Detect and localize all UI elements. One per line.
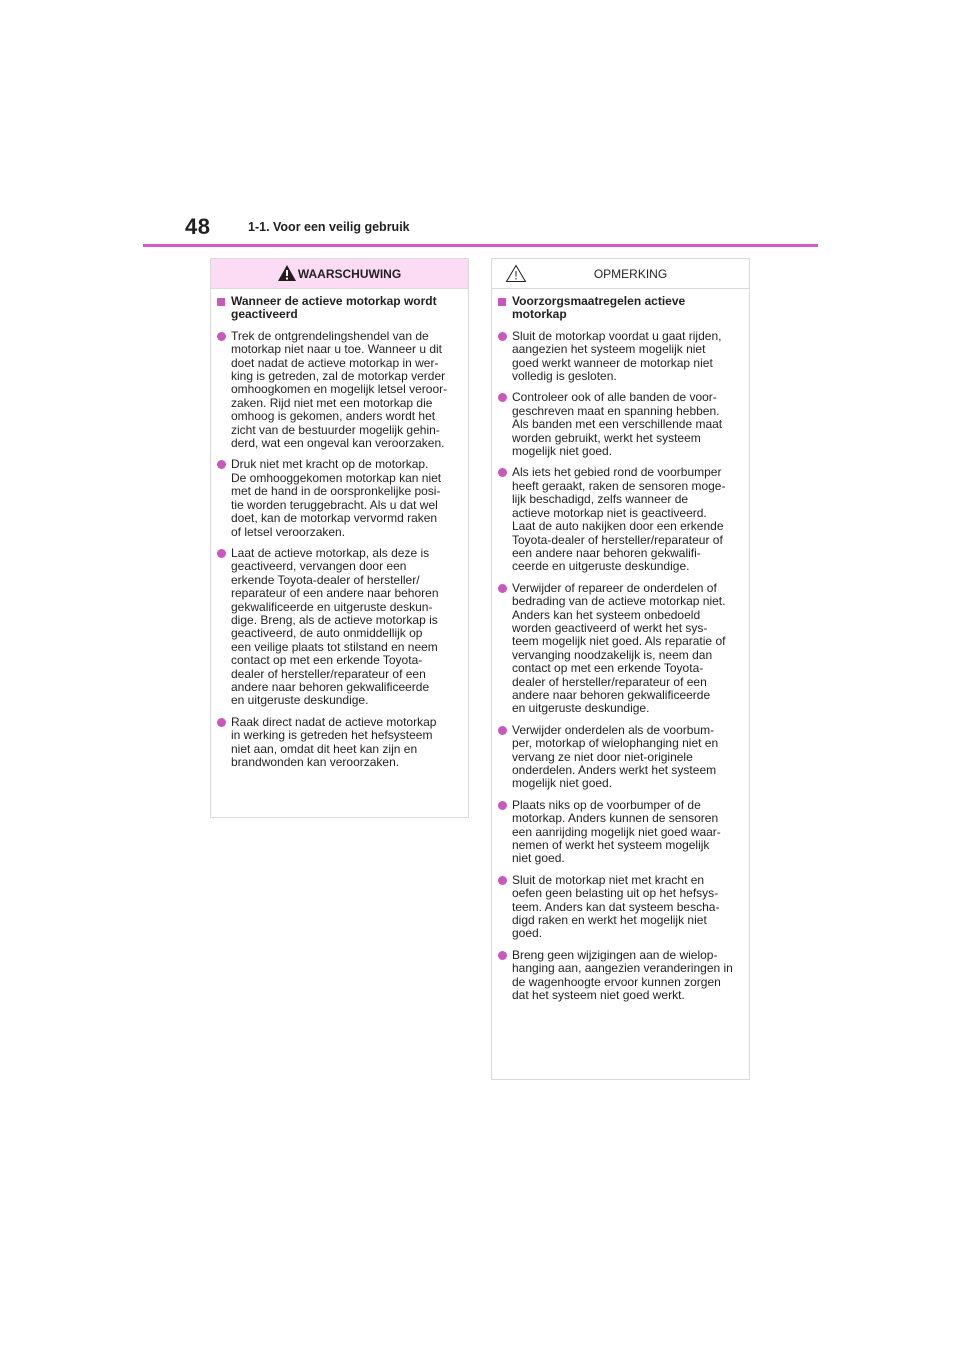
bullet-dot-icon [217,332,226,341]
list-item-text: Raak direct nadat de actieve motorkap in werking is getreden het hefsysteem niet aan, omdat dit heet kan zijn en brandwonden kan veroorzaken. [231,714,437,769]
list-item-text: Als iets het gebied rond de voorbumper heeft geraakt, raken de sensoren moge- lijk beschadigd, zelfs wanneer de actieve motorkap niet is geactiveerd. Laat de auto nakijken door een erkende Toyota-dealer of hersteller/reparateur of een andere naar behoren gekwalifi- ceerde en uitgeruste deskundige. [512,465,726,574]
list-item [498,391,740,458]
bullet-dot-icon [498,726,507,735]
bullet-dot-icon [498,876,507,885]
page-number: 48 [185,214,211,239]
warning-subheading [217,295,459,322]
list-item [498,799,740,866]
list-item [498,466,740,573]
list-item [498,724,740,791]
list-item [217,547,459,708]
notice-box [491,258,750,1080]
list-item-text: Verwijder onderdelen als de voorbum- per, motorkap of wielophanging niet en vervang ze niet door niet-originele onderdelen. Anders werkt het systeem mogelijk niet goed. [512,722,719,791]
list-item-text: Laat de actieve motorkap, als deze is geactiveerd, vervangen door een erkende Toyota-dealer of hersteller/ reparateur of een andere naar behoren gekwalificeerde en uitgeruste deskun- dige. Breng, als de actieve motorkap is geactiveerd, de auto onmiddellijk op een veilige plaats tot stilstand en neem contact op met een erkende Toyota- dealer of hersteller/reparateur of een andere naar behoren gekwalificeerde en uitgeruste deskundige. [231,545,439,708]
list-item [498,582,740,716]
list-item [498,949,740,1003]
bullet-dot-icon [498,468,507,477]
square-bullet-icon [217,298,225,306]
bullet-dot-icon [498,801,507,810]
bullet-dot-icon [498,951,507,960]
warning-header [211,259,468,289]
notice-title: OPMERKING [593,266,668,281]
list-item [217,458,459,538]
section-title: 1-1. Voor een veilig gebruik [248,220,410,234]
bullet-dot-icon [217,549,226,558]
list-item-text: Plaats niks op de voorbumper of de motorkap. Anders kunnen de sensoren een aanrijding mogelijk niet goed waar- nemen of werkt het systeem mogelijk niet goed. [512,797,721,866]
list-item-text: Controleer ook of alle banden de voor- geschreven maat en spanning hebben. Als banden met een verschillende maat worden gebruikt, werkt het systeem mogelijk niet goed. [512,390,723,459]
list-item [498,874,740,941]
list-item-text: Breng geen wijzigingen aan de wielop- hanging aan, aangezien veranderingen in de wagenhoogte ervoor kunnen zorgen dat het systeem niet goed werkt. [512,947,733,1003]
list-item-text: Sluit de motorkap voordat u gaat rijden, aangezien het systeem mogelijk niet goed werkt wanneer de motorkap niet volledig is gesloten. [512,328,722,384]
warning-title: WAARSCHUWING [297,266,402,281]
notice-subheading-text: Voorzorgsmaatregelen actieve motorkap [512,294,686,322]
list-item [217,716,459,770]
warning-triangle-icon [277,264,297,282]
bullet-dot-icon [217,718,226,727]
list-item-text: Verwijder of repareer de onderdelen of bedrading van de actieve motorkap niet. Anders kan het systeem onbedoeld worden geactiveerd of werkt het sys- teem mogelijk niet goed. Als reparatie of vervanging noodzakelijk is, neem dan contact op met een erkende Toyota- dealer of hersteller/reparateur of een andere naar behoren gekwalificeerde en uitgeruste deskundige. [512,580,726,716]
bullet-dot-icon [498,584,507,593]
header-rule [143,244,818,247]
bullet-dot-icon [217,460,226,469]
list-item-text: Sluit de motorkap niet met kracht en oefen geen belasting uit op het hefsys- teem. Anders kan dat systeem bescha- digd raken en werkt het mogelijk niet goed. [512,872,720,941]
list-item [498,330,740,384]
square-bullet-icon [498,298,506,306]
notice-subheading [498,295,740,322]
bullet-dot-icon [498,393,507,402]
list-item-text: Druk niet met kracht op de motorkap. De omhooggekomen motorkap kan niet met de hand in de oorspronkelijke posi- tie worden teruggebracht. Als u dat wel doet, kan de motorkap vervormd raken of letsel veroorzaken. [231,457,442,539]
list-item [217,330,459,451]
warning-box [210,258,469,818]
notice-triangle-outline-icon [505,264,527,283]
warning-subheading-text: Wanneer de actieve motorkap wordt geactiveerd [231,294,437,322]
bullet-dot-icon [498,332,507,341]
notice-header [492,259,749,289]
list-item-text: Trek de ontgrendelingshendel van de motorkap niet naar u toe. Wanneer u dit doet nadat de actieve motorkap in wer- king is getreden, zal de motorkap verder omhoogkomen en mogelijk letsel veroor- zaken. Rijd niet met een motorkap die omhoog is gekomen, anders wordt het zicht van de bestuurder mogelijk gehin- derd, wat een ongeval kan veroorzaken. [231,328,448,451]
